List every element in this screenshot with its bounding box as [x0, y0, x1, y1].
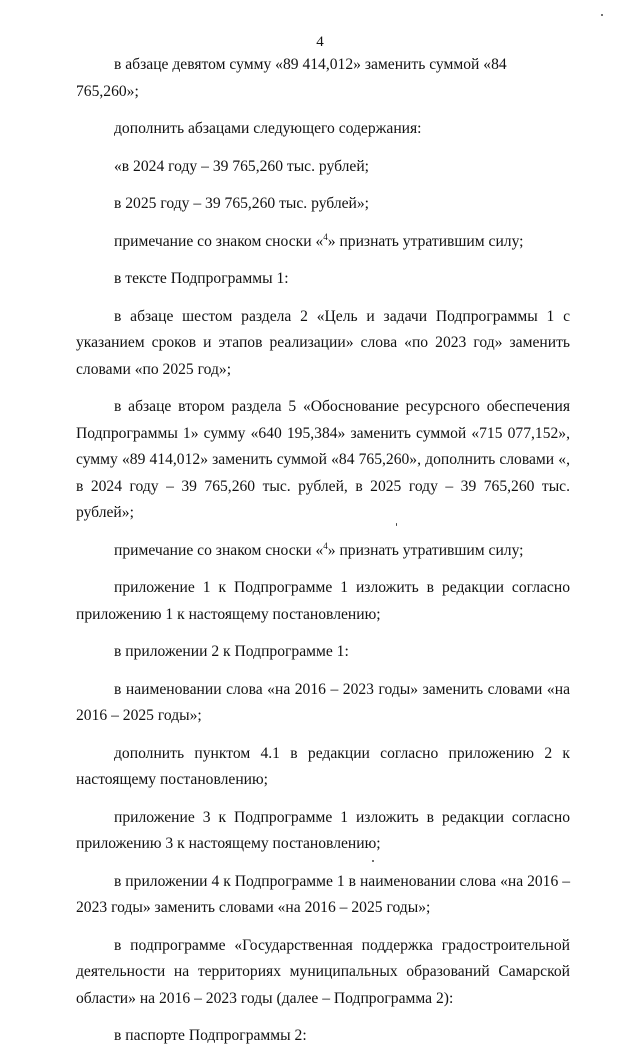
scan-speck — [372, 860, 374, 862]
paragraph: дополнить пунктом 4.1 в редакции согласно приложению 2 к настоящему постановлению; — [76, 744, 570, 788]
text-fragment: » признать утратившим силу; — [327, 232, 524, 250]
footnote-note-paragraph — [76, 229, 570, 256]
text-fragment: примечание со знаком сноски « — [114, 541, 324, 559]
paragraph: в приложении 2 к Подпрограмме 1: — [114, 643, 349, 660]
document-body — [76, 52, 570, 1061]
paragraph: в тексте Подпрограммы 1: — [114, 270, 289, 287]
footnote-mark: 4 — [323, 540, 328, 551]
paragraph: в подпрограмме «Государственная поддержка градостроительной деятельности на территориях муниципальных образований Самарской области» на 2016 – 2023 годы (далее – Подпрограмма 2): — [76, 936, 570, 1007]
paragraph: в приложении 4 к Подпрограмме 1 в наименовании слова «на 2016 – 2023 годы» заменить словами «на 2016 – 2025 годы»; — [76, 872, 570, 916]
paragraph: в 2025 году – 39 765,260 тыс. рублей»; — [114, 195, 370, 212]
paragraph: в абзаце девятом сумму «89 414,012» заменить суммой «84 765,260»; — [76, 56, 507, 100]
footnote-mark: 4 — [323, 231, 328, 242]
page-number: 4 — [316, 34, 324, 50]
paragraph: в наименовании слова «на 2016 – 2023 годы» заменить словами «на 2016 – 2025 годы»; — [76, 680, 570, 724]
paragraph: приложение 1 к Подпрограмме 1 изложить в редакции согласно приложению 1 к настоящему постановлению; — [76, 579, 570, 623]
paragraph: «в 2024 году – 39 765,260 тыс. рублей; — [114, 157, 370, 175]
text-fragment: примечание со знаком сноски « — [114, 232, 324, 250]
paragraph: в паспорте Подпрограммы 2: — [114, 1027, 307, 1044]
scan-speck — [601, 14, 603, 16]
paragraph: в абзаце втором раздела 5 «Обоснование ресурсного обеспечения Подпрограммы 1» сумму «640 195,384» заменить суммой «715 077,152», сумму «89 414,012» заменить суммой «84 765,260», дополнить словами «, в 2024 году – 39 765,260 тыс. рублей, в 2025 году – 39 765,260 тыс. рублей»; — [76, 398, 570, 521]
paragraph: дополнить абзацами следующего содержания: — [114, 120, 422, 137]
scan-speck — [396, 523, 397, 526]
text-fragment: » признать утратившим силу; — [327, 541, 524, 559]
paragraph: приложение 3 к Подпрограмме 1 изложить в редакции согласно приложению 3 к настоящему постановлению; — [76, 808, 570, 852]
paragraph: в абзаце шестом раздела 2 «Цель и задачи Подпрограммы 1 с указанием сроков и этапов реализации» слова «по 2023 год» заменить словами «по 2025 год»; — [76, 307, 570, 378]
footnote-note-paragraph — [76, 538, 570, 565]
